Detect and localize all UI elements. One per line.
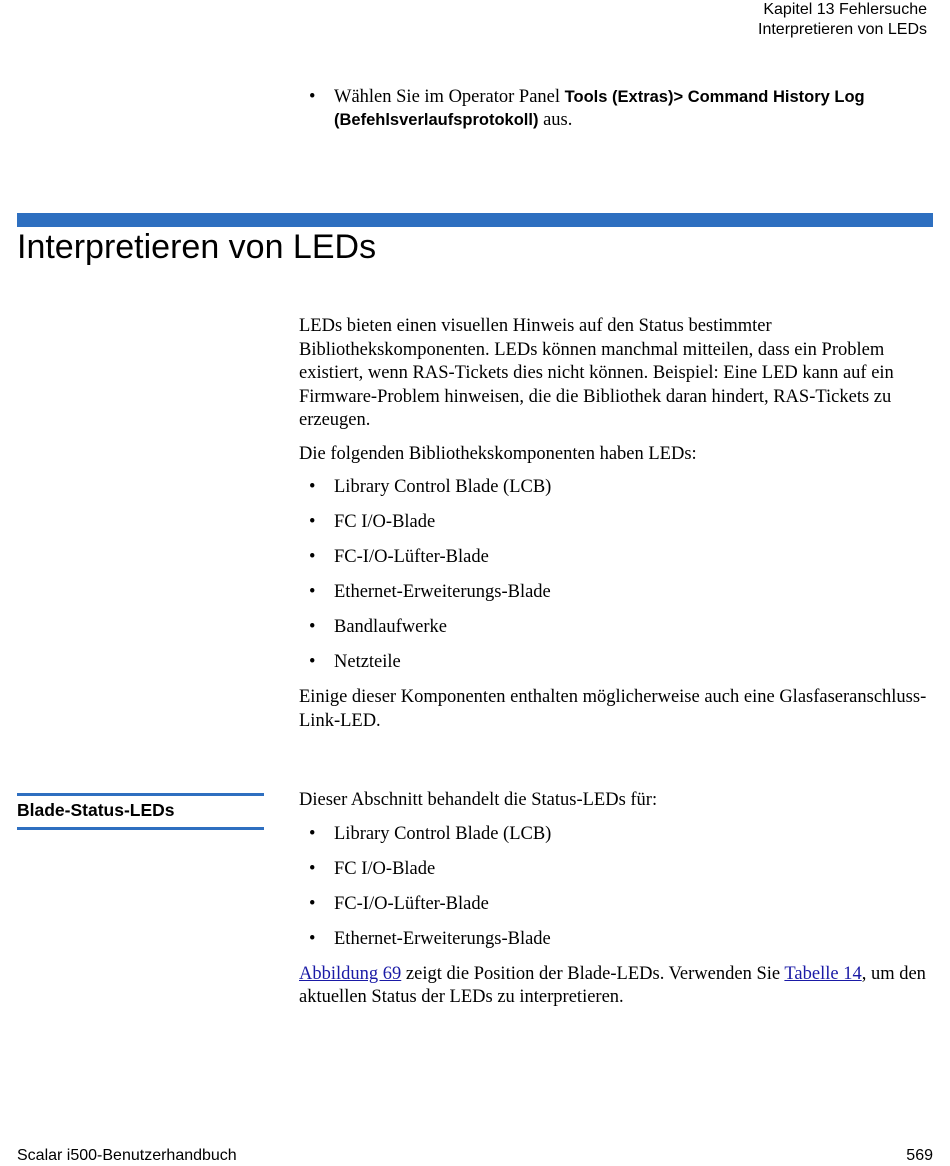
list-item	[299, 823, 933, 846]
subsection-rule-top	[17, 793, 264, 796]
figure-69-link[interactable]: Abbildung 69	[299, 963, 402, 984]
list-item	[299, 476, 933, 499]
bullet-icon: •	[309, 652, 316, 672]
list-item-text: FC I/O-Blade	[334, 512, 436, 532]
list-item	[299, 86, 929, 132]
component-list	[299, 476, 933, 674]
footer-manual-title: Scalar i500-Benutzerhandbuch	[17, 1147, 237, 1164]
reference-middle: zeigt die Position der Blade-LEDs. Verwenden Sie	[401, 963, 785, 984]
intro-paragraph: LEDs bieten einen visuellen Hinweis auf den Status bestimmter Bibliothekskomponenten. LEDs können manchmal mitteilen, dass ein Problem existiert, wenn RAS-Tickets dies nicht können. Beispiel: Eine LED kann auf ein Firmware-Problem hinweisen, die die Bibliothek daran hindert, RAS-Tickets zu erzeugen.	[299, 316, 894, 430]
list-item	[299, 651, 933, 674]
list-item-text: Netzteile	[334, 652, 401, 672]
subsection-rule-bottom	[17, 827, 264, 830]
list-item-text: Bandlaufwerke	[334, 617, 448, 637]
section-accent-bar	[17, 213, 933, 227]
footer-page-number: 569	[906, 1147, 933, 1164]
bullet-icon: •	[309, 582, 316, 602]
bullet-icon: •	[309, 823, 316, 844]
bullet-icon: •	[309, 858, 316, 879]
bullet-icon: •	[309, 928, 316, 949]
list-item-text: FC I/O-Blade	[334, 858, 436, 879]
instruction-suffix: aus.	[538, 110, 573, 130]
bullet-icon: •	[309, 512, 316, 532]
subsection-title: Blade-Status-LEDs	[17, 800, 175, 820]
list-item	[299, 581, 933, 604]
list-item	[299, 928, 933, 951]
ui-menu-path: Tools (Extras)> Command History Log (Befehlsverlaufsprotokoll)	[334, 88, 865, 129]
components-lead: Die folgenden Bibliothekskomponenten haben LEDs:	[299, 443, 697, 464]
list-item	[299, 511, 933, 534]
list-item	[299, 858, 933, 881]
top-bullet-list	[299, 86, 929, 132]
blade-list	[299, 823, 933, 951]
instruction-prefix: Wählen Sie im Operator Panel	[334, 87, 565, 107]
section-title: Interpretieren von LEDs	[17, 228, 377, 266]
header-section: Interpretieren von LEDs	[758, 21, 927, 38]
list-item-text: Library Control Blade (LCB)	[334, 477, 552, 497]
bullet-icon: •	[309, 547, 316, 567]
reference-end: , um den aktuellen Status der LEDs zu interpretieren.	[299, 963, 926, 1007]
list-item-text: FC-I/O-Lüfter-Blade	[334, 893, 489, 914]
blade-block	[299, 789, 933, 1010]
list-item	[299, 893, 933, 916]
bullet-icon: •	[309, 477, 316, 497]
blade-lead: Dieser Abschnitt behandelt die Status-LEDs für:	[299, 790, 658, 810]
reference-paragraph	[299, 963, 933, 1010]
table-14-link[interactable]: Tabelle 14	[784, 963, 862, 984]
list-item	[299, 616, 933, 639]
bullet-icon: •	[309, 617, 316, 637]
closing-paragraph: Einige dieser Komponenten enthalten möglicherweise auch eine Glasfaseranschluss-Link-LED.	[299, 687, 927, 731]
list-item-text: FC-I/O-Lüfter-Blade	[334, 547, 489, 567]
list-item	[299, 546, 933, 569]
header-chapter: Kapitel 13 Fehlersuche	[763, 1, 927, 18]
list-item-text: Library Control Blade (LCB)	[334, 823, 552, 844]
bullet-icon: •	[309, 893, 316, 914]
bullet-icon: •	[309, 87, 316, 107]
list-item-text: Ethernet-Erweiterungs-Blade	[334, 928, 551, 949]
list-item-text: Ethernet-Erweiterungs-Blade	[334, 582, 551, 602]
intro-block	[299, 315, 933, 743]
running-header	[758, 0, 927, 40]
